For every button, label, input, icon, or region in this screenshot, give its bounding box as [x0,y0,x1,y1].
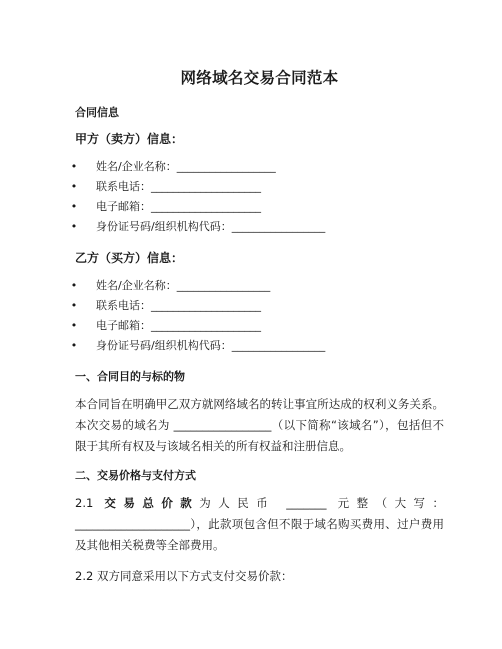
clause-2-1-bold-term: 交易总价款 [104,496,200,510]
document-title: 网络域名交易合同范本 [180,69,339,87]
field-text: 电子邮箱：____________________ [96,319,261,332]
party-a-field-id [69,217,444,237]
bullet-icon: • [70,180,78,193]
bullet-icon: • [70,200,78,213]
field-text: 身份证号码/组织机构代码：_________________ [96,339,326,352]
bullet-icon: • [70,220,78,233]
party-a-field-phone [69,177,444,197]
party-b-fields [70,276,444,356]
field-text: 电子邮箱：____________________ [96,200,261,213]
clause-2-2: 2.2 双方同意采用以下方式支付交易价款： [75,569,293,583]
section-1-paragraph: 本合同旨在明确甲乙双方就网络域名的转让事宜所达成的权利义务关系。本次交易的域名为 _________________（以下简称“该域名”），包括但不限于其所有权及与该域名相关的所有权益和注册信息。 [75,397,444,453]
bullet-icon: • [70,339,78,352]
party-b-field-email [69,316,444,336]
section-1-heading: 一、合同目的与标的物 [75,370,185,383]
clause-2-1 [75,493,444,556]
field-text: 姓名/企业名称：__________________ [96,160,276,173]
party-b-field-id [69,336,444,356]
field-text: 联系电话：____________________ [96,299,261,312]
bullet-icon: • [70,319,78,332]
party-b-heading: 乙方（买方）信息： [75,251,184,265]
bullet-icon: • [70,299,78,312]
contract-info-label: 合同信息 [75,106,119,119]
clause-2-1-number: 2.1 [75,496,105,510]
field-text: 身份证号码/组织机构代码：_________________ [96,220,326,233]
party-a-fields [70,157,444,237]
field-text: 姓名/企业名称：_________________ [96,279,271,292]
party-a-heading: 甲方（卖方）信息： [75,132,184,146]
party-b-field-name [69,276,444,296]
field-text: 联系电话：____________________ [96,180,261,193]
bullet-icon: • [70,160,78,173]
bullet-icon: • [70,279,78,292]
party-a-field-email [69,197,444,217]
section-2-heading: 二、交易价格与支付方式 [75,469,196,482]
clause-2-1-text: 为人民币 _______ 元整（大写：____________________），此款项包含但不限于域名购买费用、过户费用及其他相关税费等全部费用。 [75,496,445,552]
party-a-field-name [69,157,444,177]
party-b-field-phone [69,296,444,316]
